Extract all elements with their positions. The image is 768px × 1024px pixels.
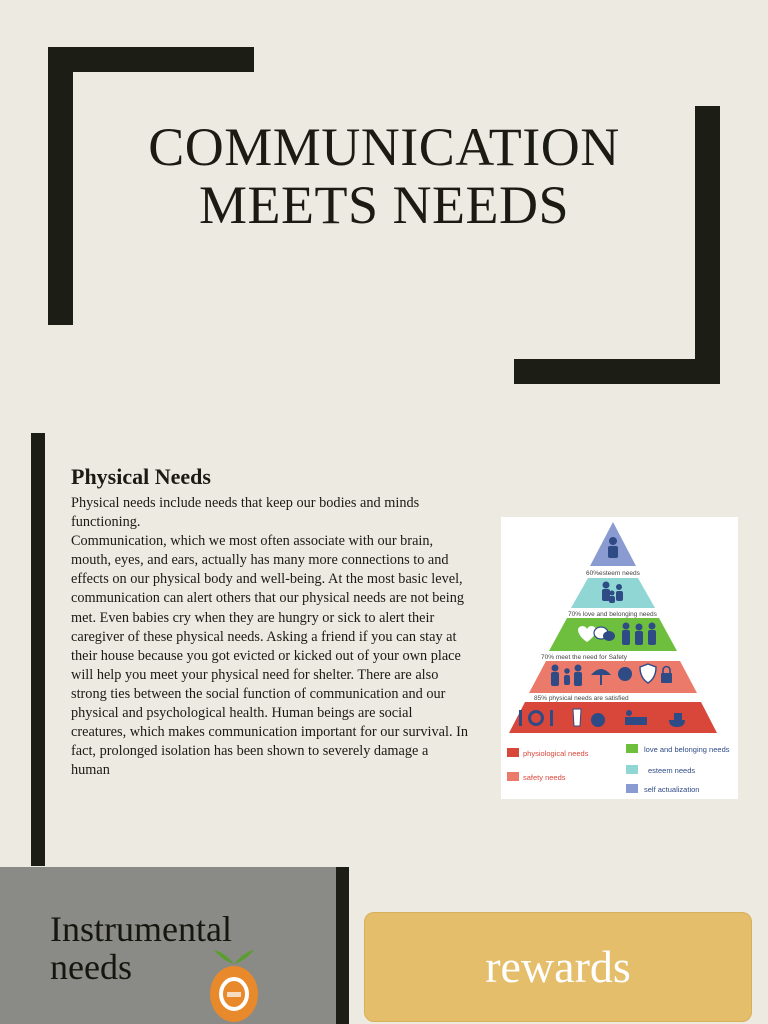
pyramid-level-label: 70% love and belonging needs bbox=[568, 611, 657, 618]
legend-label-physiological: physiological needs bbox=[523, 749, 589, 758]
section-heading: Physical Needs bbox=[71, 464, 211, 489]
body-paragraph: human bbox=[71, 762, 110, 779]
body-text bbox=[71, 494, 471, 780]
legend-label-love-belonging: love and belonging needs bbox=[644, 745, 730, 754]
frame-top-left-horizontal bbox=[48, 47, 254, 72]
rewards-button[interactable] bbox=[364, 912, 752, 1022]
title-line-1: COMMUNICATION bbox=[148, 117, 620, 177]
section-accent-bar bbox=[31, 433, 45, 866]
body-paragraph: Communication, which we most often associate with our brain, mouth, eyes, and ears, actually has many more connections to and effects on our physical body and well-being. At the most basic level, communication can alert others that our physical needs are not being met. Even babies cry when they are hungry or sick to alert their caregiver of these physical needs. Asking a friend if you can stay at their house because you got evicted or kicked out of your own place will help you meet your physical need for shelter. There are also strong ties between the social function of communication and our physical and psychological health. Human beings are social creatures, which makes communication important for our survival. In fact, prolonged isolation has been shown to severely damage a bbox=[71, 533, 469, 760]
person-icon bbox=[608, 537, 618, 558]
frame-bottom-right-horizontal bbox=[514, 359, 720, 384]
legend-swatch-physiological bbox=[507, 748, 519, 757]
legend-swatch-self-actualization bbox=[626, 784, 638, 793]
people-group-icon bbox=[622, 623, 656, 646]
legend-swatch-esteem bbox=[626, 765, 638, 774]
legend-label-safety: safety needs bbox=[523, 773, 566, 782]
needs-pyramid-figure bbox=[501, 517, 738, 799]
instrumental-line-2: needs bbox=[50, 947, 132, 987]
slide-title bbox=[90, 118, 678, 234]
title-line-2: MEETS NEEDS bbox=[199, 175, 569, 235]
frame-top-left-vertical bbox=[48, 47, 73, 325]
frame-bottom-right-vertical bbox=[695, 106, 720, 384]
pyramid-level-label: 70% meet the need for Safety bbox=[541, 654, 627, 661]
pyramid-level-label: 60%esteem needs bbox=[586, 570, 640, 577]
instrumental-needs-heading bbox=[50, 910, 310, 986]
pyramid-level-label: 85% physical needs are satisfied bbox=[534, 695, 629, 702]
panel-accent-bar bbox=[336, 867, 349, 1024]
legend-label-self-actualization: self actualization bbox=[644, 785, 700, 794]
rewards-label: rewards bbox=[485, 941, 631, 992]
orange-fruit-icon bbox=[203, 950, 265, 1024]
instrumental-line-1: Instrumental bbox=[50, 909, 232, 949]
body-paragraph: Physical needs include needs that keep our bodies and minds functioning. bbox=[71, 495, 420, 531]
legend-swatch-love-belonging bbox=[626, 744, 638, 753]
legend-label-esteem: esteem needs bbox=[648, 766, 696, 775]
legend-swatch-safety bbox=[507, 772, 519, 781]
